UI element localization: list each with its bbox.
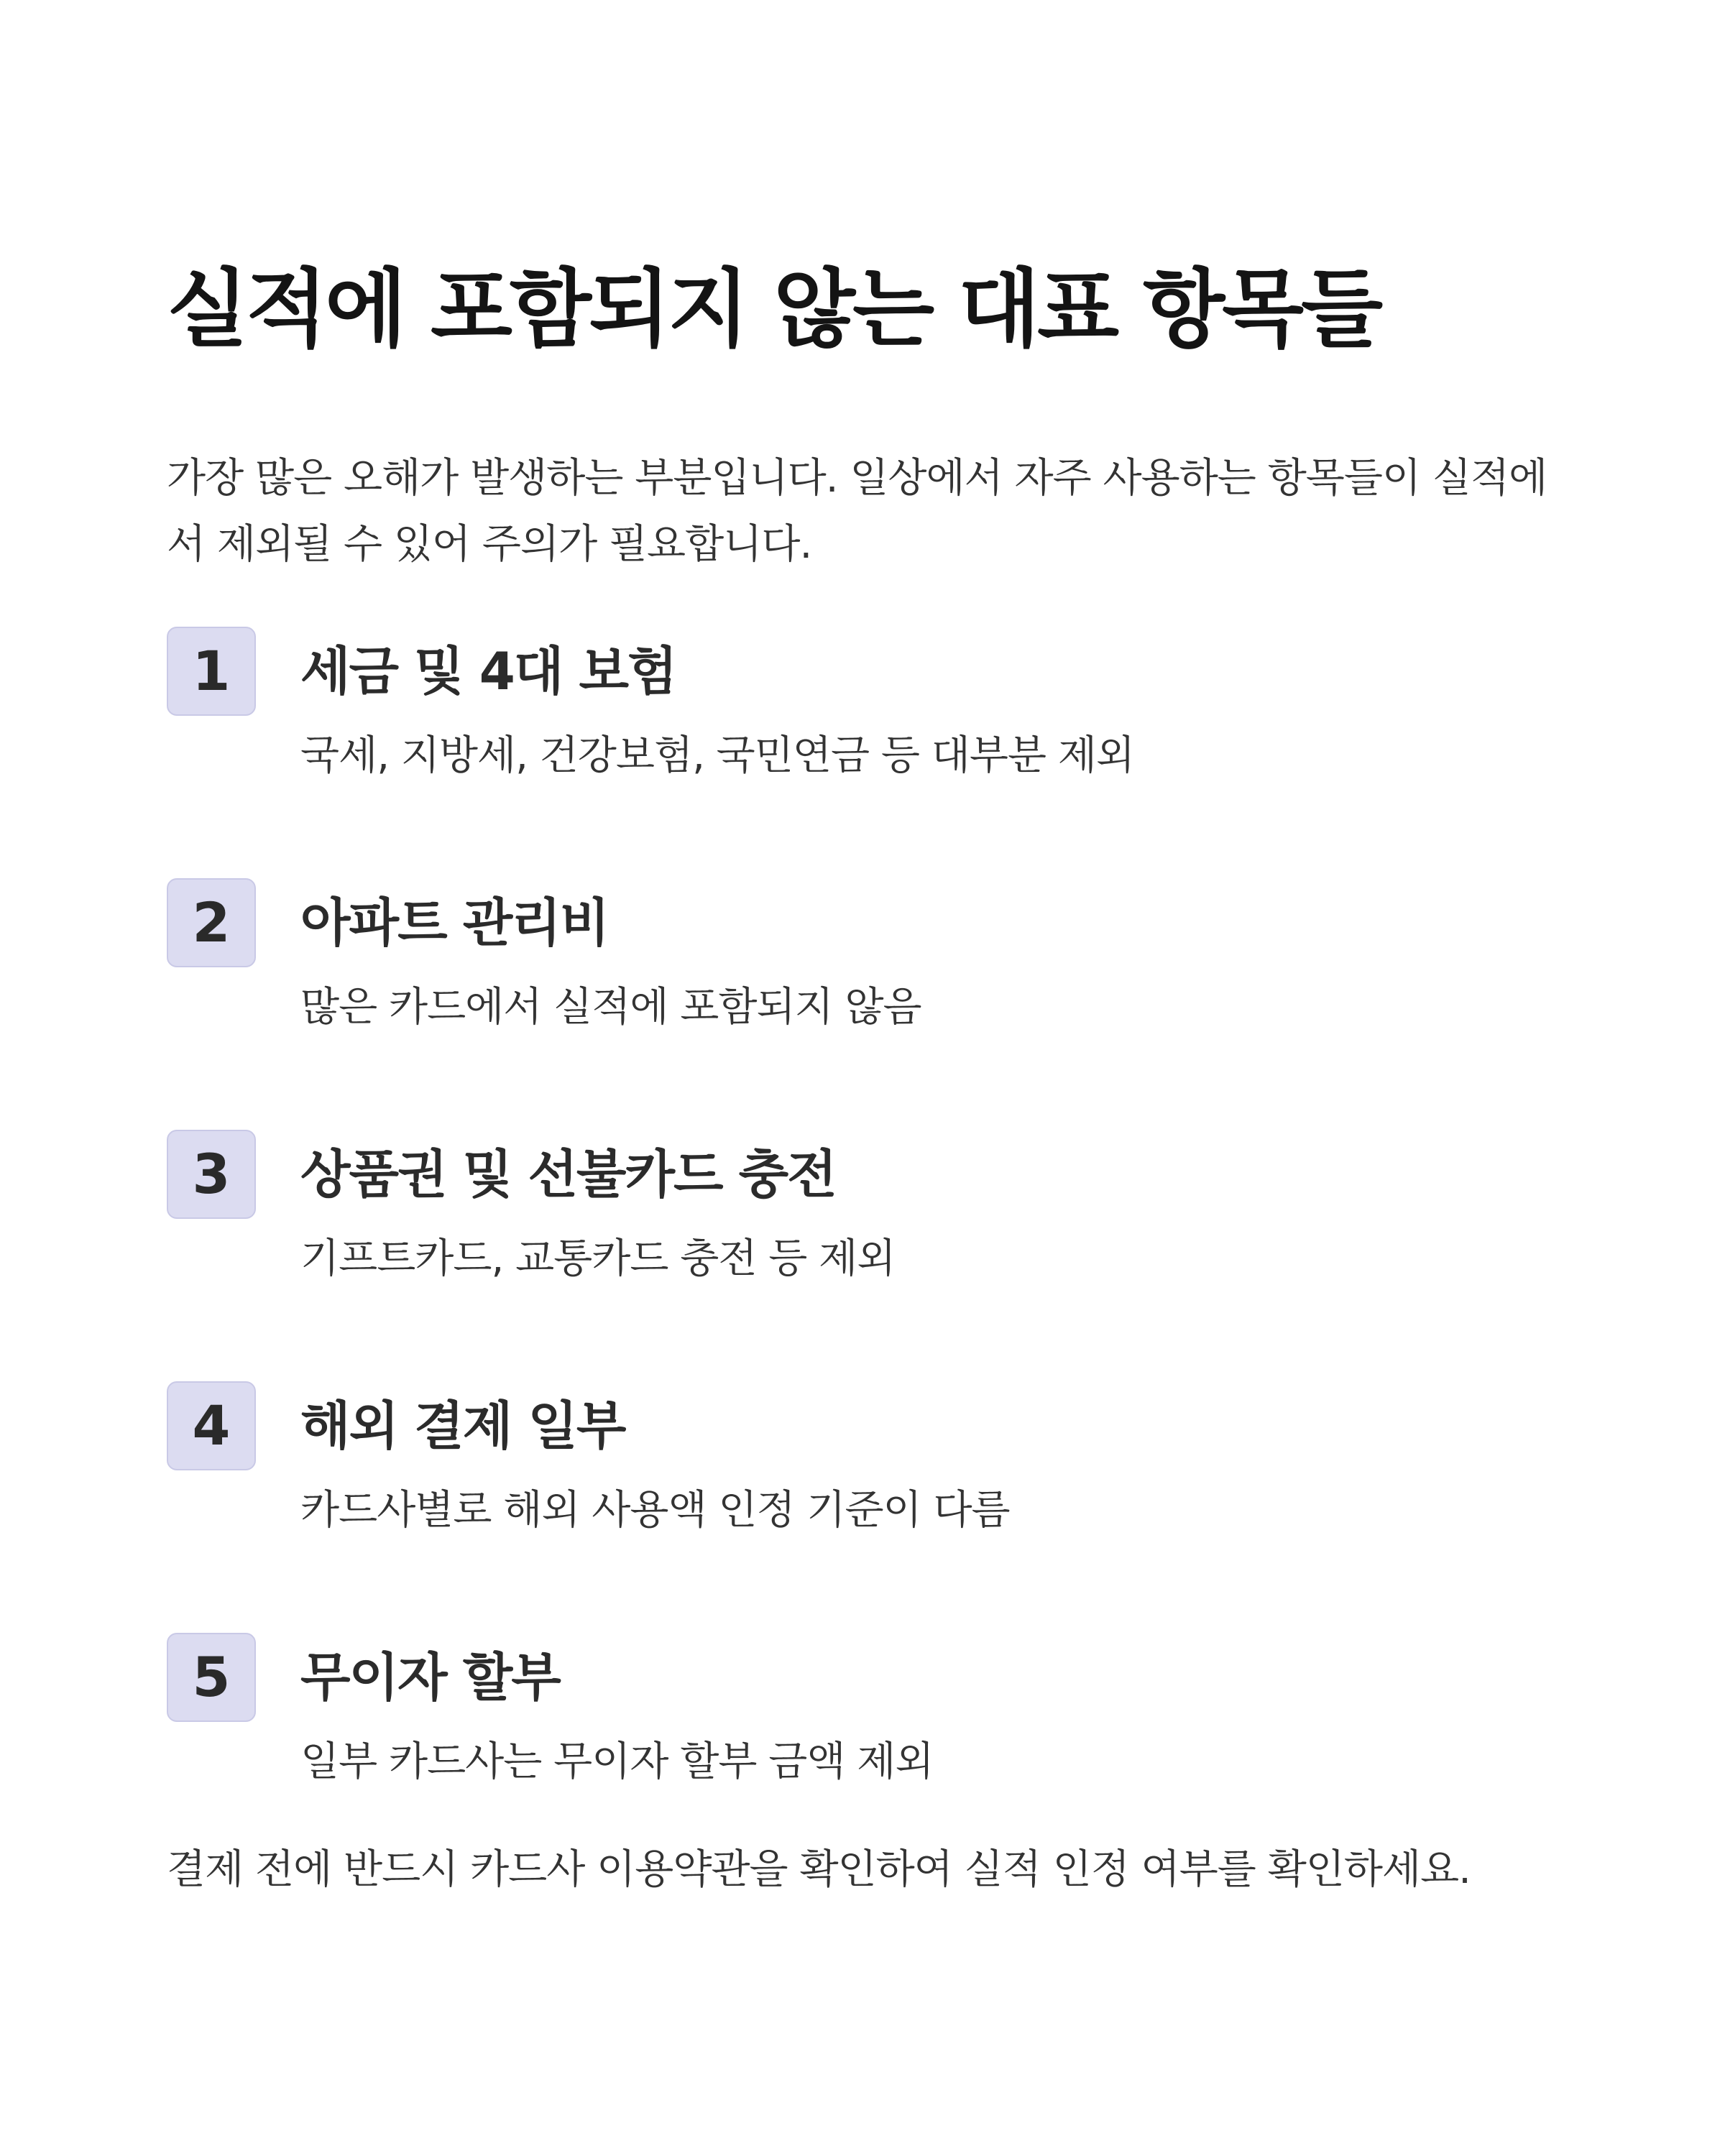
number-badge: 4	[167, 1381, 256, 1470]
intro-paragraph: 가장 많은 오해가 발생하는 부분입니다. 일상에서 자주 사용하는 항목들이 실적에서 제외될 수 있어 주의가 필요합니다.	[167, 455, 1547, 568]
number-badge: 1	[167, 627, 256, 716]
number-badge: 3	[167, 1130, 256, 1219]
page-title: 실적에 포함되지 않는 대표 항목들	[167, 259, 1381, 359]
item-title: 세금 및 4대 보험	[300, 641, 676, 701]
number-badge: 5	[167, 1633, 256, 1722]
item-title: 상품권 및 선불카드 충전	[300, 1144, 836, 1204]
item-description: 일부 카드사는 무이자 할부 금액 제외	[300, 1738, 934, 1785]
number-badge: 2	[167, 878, 256, 967]
footer-note: 결제 전에 반드시 카드사 이용약관을 확인하여 실적 인정 여부를 확인하세요.	[167, 1846, 1471, 1893]
item-title: 무이자 할부	[300, 1647, 560, 1708]
item-description: 국세, 지방세, 건강보험, 국민연금 등 대부분 제외	[300, 732, 1135, 779]
item-description: 기프트카드, 교통카드 충전 등 제외	[300, 1235, 896, 1282]
item-title: 해외 결제 일부	[300, 1396, 625, 1456]
item-description: 많은 카드에서 실적에 포함되지 않음	[300, 984, 921, 1031]
item-title: 아파트 관리비	[300, 893, 609, 953]
item-description: 카드사별로 해외 사용액 인정 기준이 다름	[300, 1487, 1010, 1534]
